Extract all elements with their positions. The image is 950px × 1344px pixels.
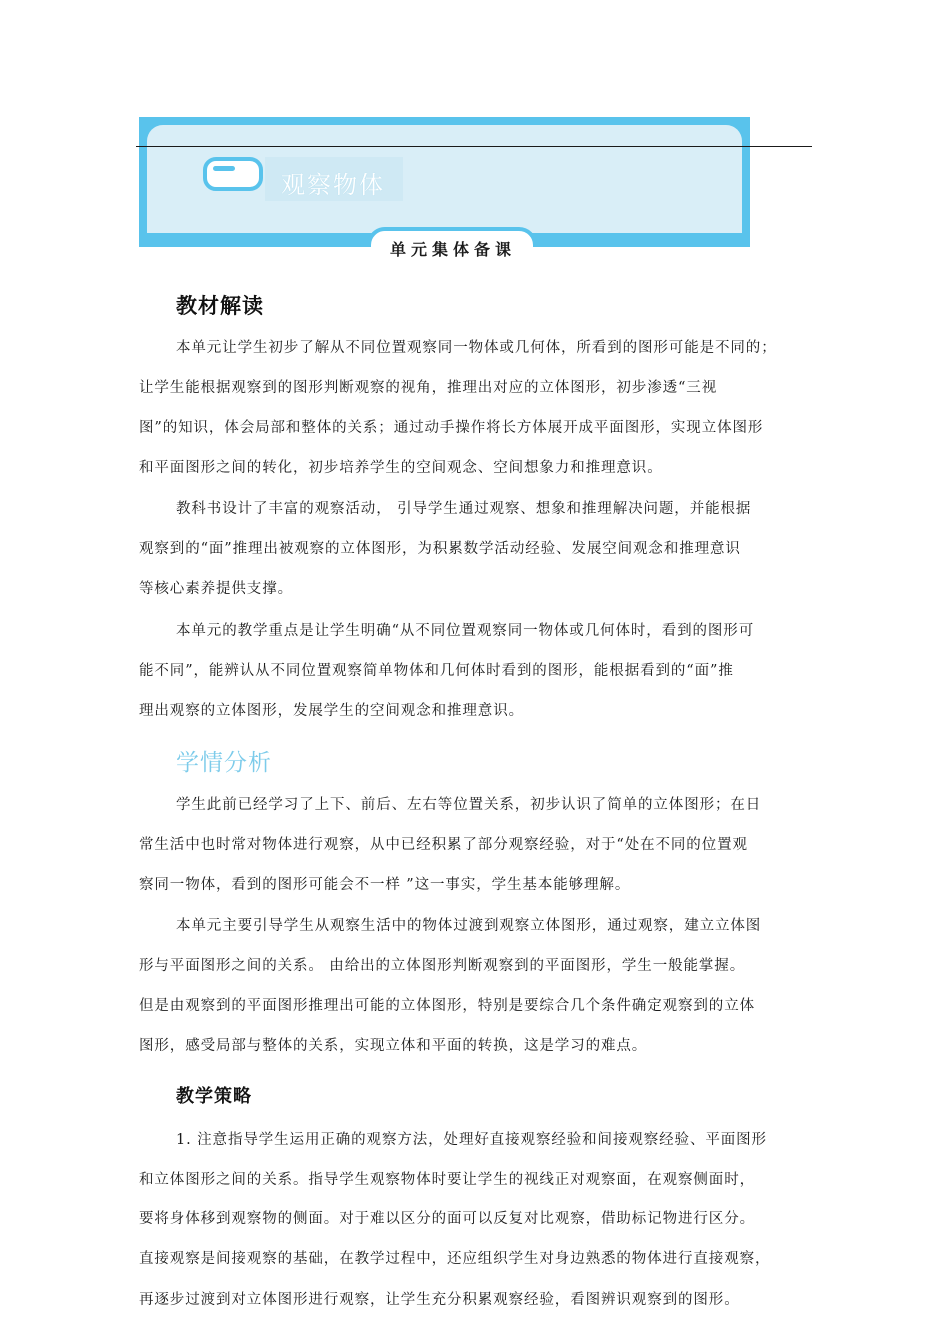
paragraph-line: 直接观察是间接观察的基础，在教学过程中，还应组织学生对身边熟悉的物体进行直接观察， (139, 1251, 771, 1267)
paragraph-line: 教科书设计了丰富的观察活动， 引导学生通过观察、想象和推理解决问题，并能根据 (176, 501, 752, 517)
paragraph-line: 本单元的教学重点是让学生明确“从不同位置观察同一物体或几何体时，看到的图形可 (176, 623, 755, 639)
paragraph-line: 本单元让学生初步了解从不同位置观察同一物体或几何体，所看到的图形可能是不同的； (176, 340, 777, 356)
unit-number-one-icon (213, 166, 235, 171)
paragraph-line: 观察到的“面”推理出被观察的立体图形，为积累数学活动经验、发展空间观念和推理意识 (139, 541, 741, 557)
paragraph-line: 常生活中也时常对物体进行观察，从中已经积累了部分观察经验，对于“处在不同的位置观 (139, 837, 748, 853)
paragraph-line: 1. 注意指导学生运用正确的观察方法，处理好直接观察经验和间接观察经验、平面图形 (176, 1132, 767, 1148)
section-heading-student-analysis: 学情分析 (176, 750, 272, 776)
paragraph-line: 但是由观察到的平面图形推理出可能的立体图形，特别是要综合几个条件确定观察到的立体 (139, 998, 755, 1014)
paragraph-line: 要将身体移到观察物的侧面。对于难以区分的面可以反复对比观察，借助标记物进行区分。 (139, 1211, 755, 1227)
unit-title: 观察物体 (281, 171, 385, 199)
paragraph-line: 本单元主要引导学生从观察生活中的物体过渡到观察立体图形，通过观察，建立立体图 (176, 918, 762, 934)
paragraph-line: 等核心素养提供支撑。 (139, 581, 293, 597)
prep-label: 单元集体备课 (390, 240, 517, 259)
paragraph-line: 学生此前已经学习了上下、前后、左右等位置关系，初步认识了简单的立体图形；在日 (176, 797, 762, 813)
paragraph-line: 和平面图形之间的转化，初步培养学生的空间观念、空间想象力和推理意识。 (139, 460, 663, 476)
paragraph-line: 察同一物体，看到的图形可能会不一样 ”这一事实，学生基本能够理解。 (139, 877, 631, 893)
section-heading-textbook: 教材解读 (176, 294, 264, 318)
paragraph-line: 理出观察的立体图形，发展学生的空间观念和推理意识。 (139, 703, 524, 719)
header-rule (136, 146, 812, 147)
paragraph-line: 图形，感受局部与整体的关系，实现立体和平面的转换，这是学习的难点。 (139, 1038, 648, 1054)
paragraph-line: 图”的知识，体会局部和整体的关系；通过动手操作将长方体展开成平面图形，实现立体图形 (139, 420, 764, 436)
paragraph-line: 让学生能根据观察到的图形判断观察的视角，推理出对应的立体图形，初步渗透“三视 (139, 380, 718, 396)
section-heading-teaching-strategy: 教学策略 (176, 1086, 252, 1107)
unit-banner (139, 117, 750, 247)
unit-number-badge (203, 157, 263, 191)
paragraph-line: 和立体图形之间的关系。指导学生观察物体时要让学生的视线正对观察面，在观察侧面时， (139, 1172, 755, 1188)
paragraph-line: 形与平面图形之间的关系。 由给出的立体图形判断观察到的平面图形，学生一般能掌握。 (139, 958, 746, 974)
paragraph-line: 能不同”，能辨认从不同位置观察简单物体和几何体时看到的图形，能根据看到的“面”推 (139, 663, 734, 679)
paragraph-line: 再逐步过渡到对立体图形进行观察，让学生充分积累观察经验，看图辨识观察到的图形。 (139, 1292, 740, 1308)
